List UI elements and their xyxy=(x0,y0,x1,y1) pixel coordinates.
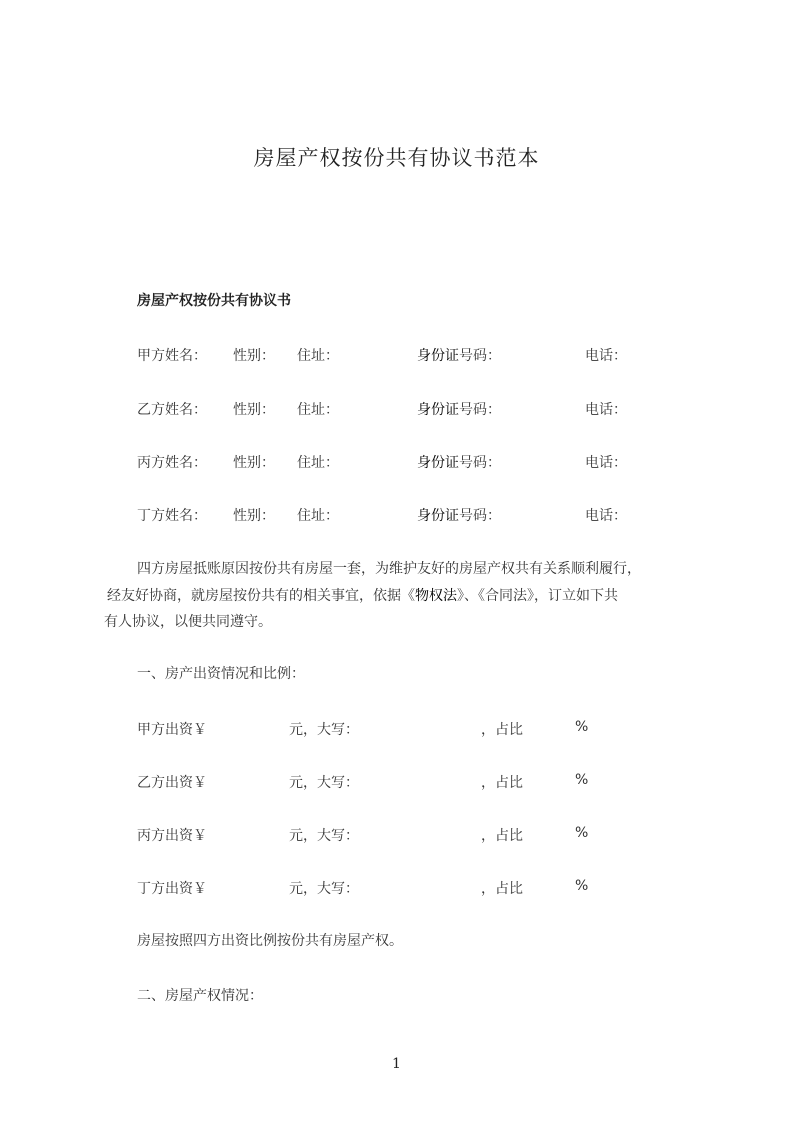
percent-sign: % xyxy=(575,772,589,788)
intro-paragraph xyxy=(104,556,724,636)
party-address-label: 住址： xyxy=(297,348,339,364)
contribution-row-c xyxy=(0,825,793,847)
party-sex-label: 性别： xyxy=(233,348,275,364)
contribution-amount-words-label: 元，大写： xyxy=(289,828,359,844)
party-id-label-rest: 号码： xyxy=(459,455,501,471)
agreement-subtitle: 房屋产权按份共有协议书 xyxy=(137,293,291,309)
ownership-note: 房屋按照四方出资比例按份共有房屋产权。 xyxy=(137,933,403,949)
party-id-label xyxy=(417,345,501,365)
document-title: 房屋产权按份共有协议书范本 xyxy=(253,146,540,170)
party-name-label: 甲方姓名： xyxy=(137,348,207,364)
party-id-label xyxy=(417,505,501,525)
party-id-label-bold: 身份证 xyxy=(417,348,459,364)
party-name-label: 丙方姓名： xyxy=(137,455,207,471)
party-id-label-bold: 身份证 xyxy=(417,455,459,471)
contribution-row-d xyxy=(0,878,793,900)
contribution-ratio-label: ，占比 xyxy=(481,722,523,738)
party-name-label: 丁方姓名： xyxy=(137,508,207,524)
contribution-row-a xyxy=(0,719,793,741)
party-sex-label: 性别： xyxy=(233,455,275,471)
party-phone-label: 电话： xyxy=(585,455,627,471)
party-id-label xyxy=(417,452,501,472)
intro-line-1: 四方房屋抵账原因按份共有房屋一套，为维护友好的房屋产权共有关系顺利履行， xyxy=(137,561,641,577)
party-row-d xyxy=(0,505,793,527)
party-id-label-rest: 号码： xyxy=(459,508,501,524)
party-address-label: 住址： xyxy=(297,455,339,471)
percent-sign: % xyxy=(575,719,589,735)
contribution-label: 丙方出资￥ xyxy=(137,828,207,844)
party-id-label-bold: 身份证 xyxy=(417,508,459,524)
contribution-label: 丁方出资￥ xyxy=(137,881,207,897)
party-phone-label: 电话： xyxy=(585,348,627,364)
contribution-amount-words-label: 元，大写： xyxy=(289,881,359,897)
section-1-heading: 一、房产出资情况和比例： xyxy=(137,666,305,682)
party-address-label: 住址： xyxy=(297,508,339,524)
party-address-label: 住址： xyxy=(297,402,339,418)
contribution-amount-words-label: 元，大写： xyxy=(289,775,359,791)
contribution-ratio-label: ，占比 xyxy=(481,775,523,791)
party-row-a xyxy=(0,345,793,367)
party-phone-label: 电话： xyxy=(585,508,627,524)
page-number: 1 xyxy=(392,1056,401,1072)
contribution-ratio-label: ，占比 xyxy=(481,881,523,897)
party-id-label-rest: 号码： xyxy=(459,348,501,364)
contribution-label: 乙方出资￥ xyxy=(137,775,207,791)
party-id-label-bold: 身份证 xyxy=(417,402,459,418)
party-id-label-rest: 号码： xyxy=(459,402,501,418)
intro-line-3: 有人协议，以便共同遵守。 xyxy=(104,614,272,630)
intro-line-2a: 经友好协商，就房屋按份共有的相关事宜，依据《 xyxy=(107,587,415,604)
percent-sign: % xyxy=(575,825,589,841)
intro-line-2 xyxy=(104,583,724,610)
contribution-amount-words-label: 元，大写： xyxy=(289,722,359,738)
party-row-c xyxy=(0,452,793,474)
intro-line-2b: 》、《合同法》，订立如下共 xyxy=(457,587,618,604)
party-sex-label: 性别： xyxy=(233,508,275,524)
contribution-row-b xyxy=(0,772,793,794)
party-row-b xyxy=(0,399,793,421)
percent-sign: % xyxy=(575,878,589,894)
party-sex-label: 性别： xyxy=(233,402,275,418)
party-id-label xyxy=(417,399,501,419)
section-2-heading: 二、房屋产权情况： xyxy=(137,988,263,1004)
party-phone-label: 电话： xyxy=(585,402,627,418)
party-name-label: 乙方姓名： xyxy=(137,402,207,418)
intro-law-name: 物权法 xyxy=(415,587,457,604)
contribution-label: 甲方出资￥ xyxy=(137,722,207,738)
contribution-ratio-label: ，占比 xyxy=(481,828,523,844)
